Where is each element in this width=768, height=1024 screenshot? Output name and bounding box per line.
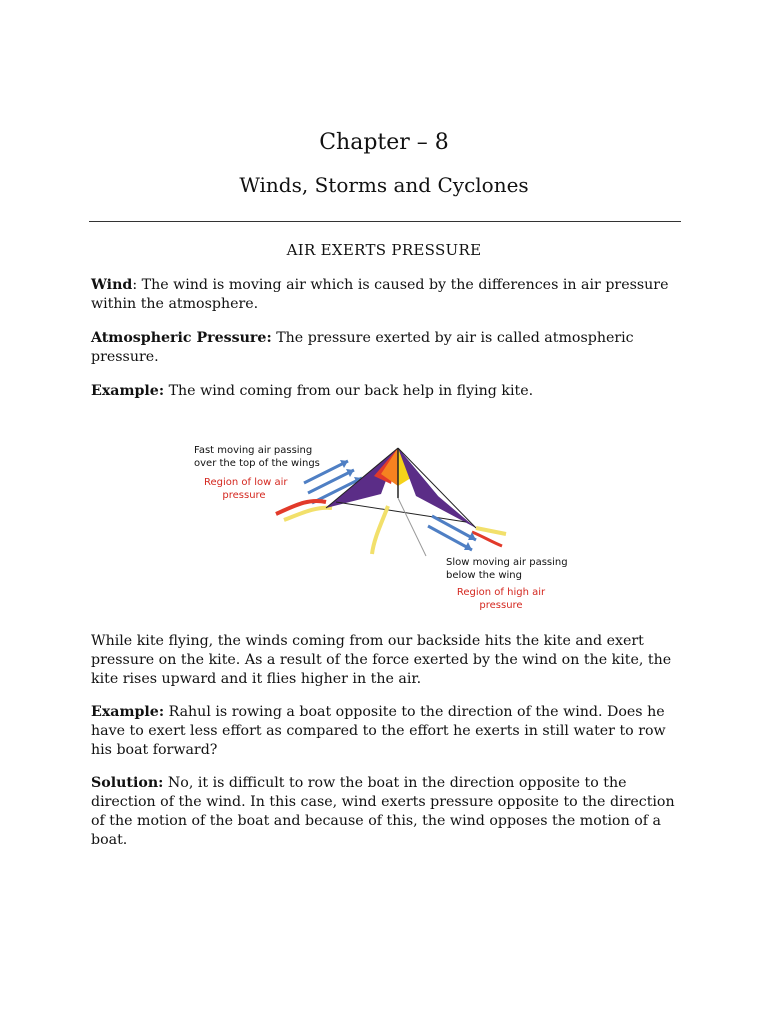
example-boat [91,703,681,760]
solution-term: Solution: [91,775,164,791]
kite-tail-left-yellow [284,508,332,520]
wind-definition [91,276,681,314]
kite-figure [176,436,596,616]
kite-string [398,498,426,556]
atmospheric-pressure-term: Atmospheric Pressure: [91,330,272,346]
atmospheric-pressure-text: The pressure exerted by air is called atmospheric pressure. [91,330,634,365]
wind-term: Wind [91,277,133,293]
fast-air-label-line2: over the top of the wings [194,458,320,469]
high-pressure-label-line1: Region of high air [456,587,546,598]
example-text: The wind coming from our back help in flying kite. [164,383,534,399]
solution-paragraph [91,774,681,850]
chapter-title: Winds, Storms and Cyclones [239,173,529,197]
chapter-heading: Chapter – 8 [319,130,449,155]
example-boat-text: Rahul is rowing a boat opposite to the direction of the wind. Does he have to exert less effort as compared to the effort he exerts in still water to row his boat forward? [91,704,666,758]
low-pressure-label-line2: pressure [222,490,266,501]
slow-air-label-line1: Slow moving air passing [446,557,568,568]
example-boat-term: Example: [91,704,165,720]
low-pressure-label-line1: Region of low air [204,477,288,488]
kite-tail-right-yellow [476,528,506,534]
heading-divider [89,221,681,222]
high-pressure-label-line2: pressure [479,600,523,611]
section-heading: AIR EXERTS PRESSURE [286,241,482,259]
solution-text: No, it is difficult to row the boat in the direction opposite to the direction of the wind. In this case, wind exerts pressure opposite to the direction of the motion of the boat and because of this, the wind opposes the motion of a boat. [91,775,675,848]
kite-flying-paragraph: While kite flying, the winds coming from our backside hits the kite and exert pressure on the kite. As a result of the force exerted by the wind on the kite, the kite rises upward and it flies higher in the air. [91,633,672,687]
kite-tail-center [372,506,388,554]
kite-body [326,448,476,528]
slow-air-label-line2: below the wing [446,570,522,581]
atmospheric-pressure-definition [91,329,681,367]
example-kite [91,382,681,401]
wind-text: : The wind is moving air which is caused by the differences in air pressure within the atmosphere. [91,277,669,312]
example-term: Example: [91,383,165,399]
fast-air-label-line1: Fast moving air passing [194,445,313,456]
